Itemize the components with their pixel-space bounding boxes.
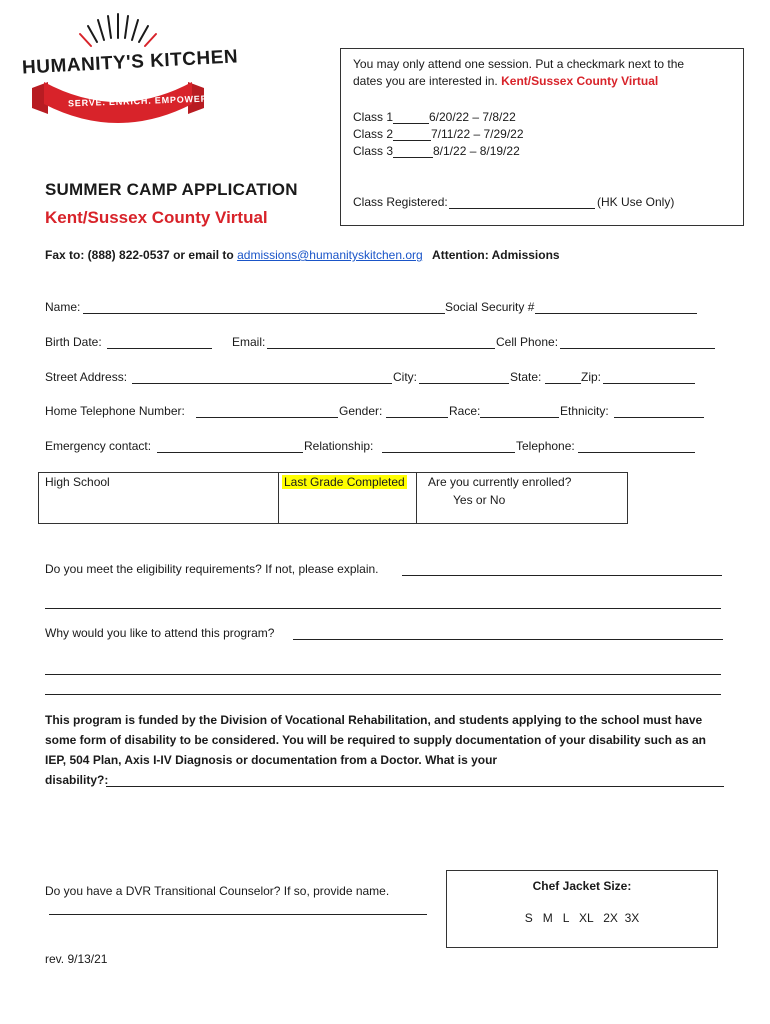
city-label: City: [393, 370, 417, 384]
funding-line-1: This program is funded by the Division of Vocational Rehabilitation, and students applying to the school must have [45, 713, 703, 727]
state-label: State: [510, 370, 542, 384]
name-field[interactable] [83, 313, 445, 314]
fax-text: Fax to: (888) 822-0537 or email to [45, 248, 234, 262]
funding-line-4: disability?: [45, 773, 109, 787]
funding-line-3: IEP, 504 Plan, Axis I-IV Diagnosis or documentation from a Doctor. What is your [45, 753, 498, 767]
birth-date-field[interactable] [107, 348, 212, 349]
class-registered-field[interactable] [449, 208, 595, 209]
gender-field[interactable] [386, 417, 448, 418]
ssn-label: Social Security # [445, 300, 535, 314]
telephone-label: Telephone: [516, 439, 575, 453]
ethnicity-label: Ethnicity: [560, 404, 609, 418]
city-field[interactable] [419, 383, 509, 384]
street-address-label: Street Address: [45, 370, 128, 384]
page-subtitle: Kent/Sussex County Virtual [45, 208, 268, 227]
zip-field[interactable] [603, 383, 695, 384]
disability-field[interactable] [106, 786, 724, 787]
why-attend-answer-line-2[interactable] [45, 674, 721, 675]
enrolled-question: Are you currently enrolled? [428, 475, 572, 489]
class-3-label: Class 3 [353, 144, 394, 158]
emergency-contact-field[interactable] [157, 452, 303, 453]
cell-phone-label: Cell Phone: [496, 335, 559, 349]
class-registered-label: Class Registered: [353, 195, 448, 209]
telephone-field[interactable] [578, 452, 695, 453]
school-table [38, 472, 628, 524]
why-attend-question: Why would you like to attend this program? [45, 626, 275, 640]
class-1-label: Class 1 [353, 110, 394, 124]
class-2-label: Class 2 [353, 127, 394, 141]
why-attend-answer-line-3[interactable] [45, 694, 721, 695]
emergency-contact-label: Emergency contact: [45, 439, 152, 453]
state-field[interactable] [545, 383, 581, 384]
high-school-label: High School [45, 475, 110, 489]
admissions-email-link[interactable]: admissions@humanityskitchen.org [237, 248, 423, 262]
session-intro-line1: You may only attend one session. Put a checkmark next to the [353, 57, 685, 71]
class-3-checkmark-line[interactable] [393, 157, 433, 158]
class-1-checkmark-line[interactable] [393, 123, 429, 124]
last-grade-label [282, 475, 407, 490]
class-1-dates: 6/20/22 – 7/8/22 [429, 110, 516, 124]
chef-jacket-box [446, 870, 718, 948]
chef-jacket-title: Chef Jacket Size: [532, 879, 632, 893]
session-selection-box [340, 48, 744, 226]
cell-phone-field[interactable] [560, 348, 715, 349]
why-attend-answer-line-1[interactable] [293, 639, 723, 640]
ethnicity-field[interactable] [614, 417, 704, 418]
attention-text: Attention: Admissions [432, 248, 560, 262]
race-label: Race: [449, 404, 481, 418]
high-school-cell[interactable] [39, 473, 278, 523]
eligibility-answer-line-1[interactable] [402, 575, 722, 576]
ssn-field[interactable] [535, 313, 697, 314]
enrolled-options: Yes or No [453, 493, 506, 507]
birth-date-label: Birth Date: [45, 335, 102, 349]
email-field[interactable] [267, 348, 495, 349]
class-registered-note: (HK Use Only) [597, 195, 675, 209]
last-grade-highlight: Last Grade Completed [284, 475, 405, 489]
home-phone-field[interactable] [196, 417, 338, 418]
session-intro-line2 [353, 74, 658, 89]
logo-brand: HUMANITY'S KITCHEN [21, 46, 239, 79]
funding-line-2: some form of disability to be considered. You will be required to supply documentation of your disability such as an [45, 733, 706, 747]
enrolled-cell[interactable] [417, 509, 627, 523]
class-2-checkmark-line[interactable] [393, 140, 431, 141]
class-3-dates: 8/1/22 – 8/19/22 [433, 144, 520, 158]
gender-label: Gender: [339, 404, 383, 418]
email-label: Email: [232, 335, 266, 349]
dvr-question: Do you have a DVR Transitional Counselor? If so, provide name. [45, 884, 390, 898]
eligibility-question: Do you meet the eligibility requirements? If not, please explain. [45, 562, 379, 576]
revision-note: rev. 9/13/21 [45, 952, 108, 966]
funding-paragraph [45, 710, 725, 790]
relationship-label: Relationship: [304, 439, 374, 453]
session-intro-text: dates you are interested in. [353, 74, 498, 88]
eligibility-answer-line-2[interactable] [45, 608, 721, 609]
class-2-dates: 7/11/22 – 7/29/22 [431, 127, 524, 141]
home-phone-label: Home Telephone Number: [45, 404, 185, 418]
logo-tagline: SERVE. ENRICH. EMPOWER. [67, 93, 212, 109]
contact-line [45, 248, 560, 263]
name-label: Name: [45, 300, 81, 314]
session-intro-location: Kent/Sussex County Virtual [501, 74, 659, 88]
chef-jacket-sizes[interactable]: S M L XL 2X 3X [524, 911, 640, 925]
race-field[interactable] [480, 417, 559, 418]
zip-label: Zip: [581, 370, 602, 384]
relationship-field[interactable] [382, 452, 515, 453]
last-grade-cell[interactable] [279, 491, 416, 523]
page-title: SUMMER CAMP APPLICATION [45, 180, 298, 199]
logo [18, 10, 239, 140]
street-address-field[interactable] [132, 383, 392, 384]
dvr-counselor-field[interactable] [49, 914, 427, 915]
